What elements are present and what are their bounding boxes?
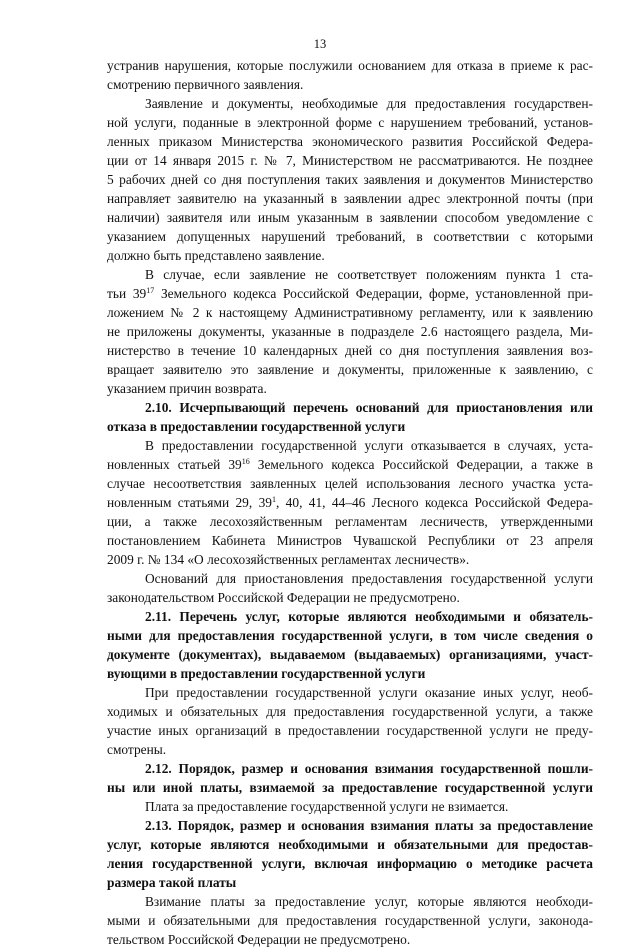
section-heading: 2.11. Перечень услуг, которые являются необходимыми и обязатель- xyxy=(145,609,593,624)
text-line: ложением № 2 к настоящему Административному регламенту, или к заявлению xyxy=(107,305,593,320)
section-heading: ными для предоставления государственной услуги, в том числе сведения о xyxy=(107,628,593,643)
text-line: вращает заявителю это заявление и документы, приложенные к заявлению, с xyxy=(107,362,593,377)
text-line: участие иных организаций в предоставлении государственной услуги не преду- xyxy=(107,723,593,738)
text-line xyxy=(107,285,593,303)
text-line: не приложены документы, указанные в подразделе 2.6 настоящего раздела, Ми- xyxy=(107,324,593,339)
text-line: Оснований для приостановления предоставления государственной услуги xyxy=(145,571,593,586)
text-line: Взимание платы за предоставление услуг, которые являются необходи- xyxy=(145,894,593,909)
superscript: 1 xyxy=(271,495,276,504)
text-line: Заявление и документы, необходимые для предоставления государствен- xyxy=(145,96,593,111)
text-line xyxy=(107,456,593,474)
text-segment: новленным статьями 29, 39 xyxy=(107,495,272,510)
text-line: ходимых и обязательных для предоставления государственной услуги, а также xyxy=(107,704,593,719)
section-heading: 2.12. Порядок, размер и основания взимания государственной пошли- xyxy=(145,761,593,776)
section-heading: документе (документах), выдаваемом (выдаваемых) организациями, участ- xyxy=(107,647,593,662)
text-line: случае несоответствия заявленных целей использования лесного участка уста- xyxy=(107,476,593,491)
text-line: должно быть представлено заявление. xyxy=(107,248,325,263)
text-segment: Земельного кодекса Российской Федерации, форме, установленной при- xyxy=(154,286,593,301)
text-line: смотрению первичного заявления. xyxy=(107,77,304,92)
text-line: указанием причин возврата. xyxy=(107,381,267,396)
text-line: тельством Российской Федерации не предусмотрено. xyxy=(107,932,411,947)
section-heading: ны или иной платы, взимаемой за предоставление государственной услуги xyxy=(107,780,593,795)
text-line: Плата за предоставление государственной услуги не взимается. xyxy=(145,799,509,814)
superscript: 17 xyxy=(146,286,155,295)
text-line: устранив нарушения, которые послужили основанием для отказа в приеме к рас- xyxy=(107,58,593,73)
section-heading: ления государственной услуги, включая информацию о методике расчета xyxy=(107,856,593,871)
text-line: В предоставлении государственной услуги отказывается в случаях, уста- xyxy=(145,438,593,453)
text-segment: новленных статьей 39 xyxy=(107,457,242,472)
text-line: 2009 г. № 134 «О лесохозяйственных регламентах лесничеств». xyxy=(107,552,470,567)
text-line: ции, а также лесохозяйственным регламентам лесничеств, утвержденными xyxy=(107,514,593,529)
text-line: При предоставлении государственной услуги оказание иных услуг, необ- xyxy=(145,685,593,700)
text-line: постановлением Кабинета Министров Чувашской Республики от 23 апреля xyxy=(107,533,593,548)
text-segment: тьи 39 xyxy=(107,286,147,301)
text-line: законодательством Российской Федерации не предусмотрено. xyxy=(107,590,460,605)
text-line: смотрены. xyxy=(107,742,167,757)
superscript: 16 xyxy=(241,457,250,466)
text-segment: , 40, 41, 44–46 Лесного кодекса Российской Федера- xyxy=(275,495,594,510)
text-line: ной услуги, поданные в электронной форме с нарушением требований, установ- xyxy=(107,115,593,130)
text-line: ции от 14 января 2015 г. № 7, Министерством не рассматриваются. Не позднее xyxy=(107,153,593,168)
text-line: ленных приказом Министерства экономического развития Российской Федера- xyxy=(107,134,593,149)
section-heading: отказа в предоставлении государственной услуги xyxy=(107,419,406,434)
text-line: мыми и обязательными для предоставления государственной услуги, законода- xyxy=(107,913,593,928)
section-heading: вующими в предоставлении государственной услуги xyxy=(107,666,426,681)
section-heading: услуг, которые являются необходимыми и обязательными для предостав- xyxy=(107,837,593,852)
text-line: 5 рабочих дней со дня поступления таких заявления и документов Министерство xyxy=(107,172,593,187)
text-line: направляет заявителю на указанный в заявлении адрес электронной почты (при xyxy=(107,191,593,206)
text-line: наличии) заявителя или иным указанным в заявлении способом уведомление с xyxy=(107,210,593,225)
text-segment: Земельного кодекса Российской Федерации, а также в xyxy=(249,457,593,472)
section-heading: размера такой платы xyxy=(107,875,237,890)
text-line: указанием допущенных нарушений требований, в соответствии с которыми xyxy=(107,229,593,244)
section-heading: 2.10. Исчерпывающий перечень оснований для приостановления или xyxy=(145,400,593,415)
text-line: В случае, если заявление не соответствует положениям пункта 1 ста- xyxy=(145,267,593,282)
text-line: нистерство в течение 10 календарных дней со дня поступления заявления воз- xyxy=(107,343,593,358)
text-line xyxy=(107,494,593,512)
section-heading: 2.13. Порядок, размер и основания взимания платы за предоставление xyxy=(145,818,593,833)
page-number: 13 xyxy=(313,37,327,51)
